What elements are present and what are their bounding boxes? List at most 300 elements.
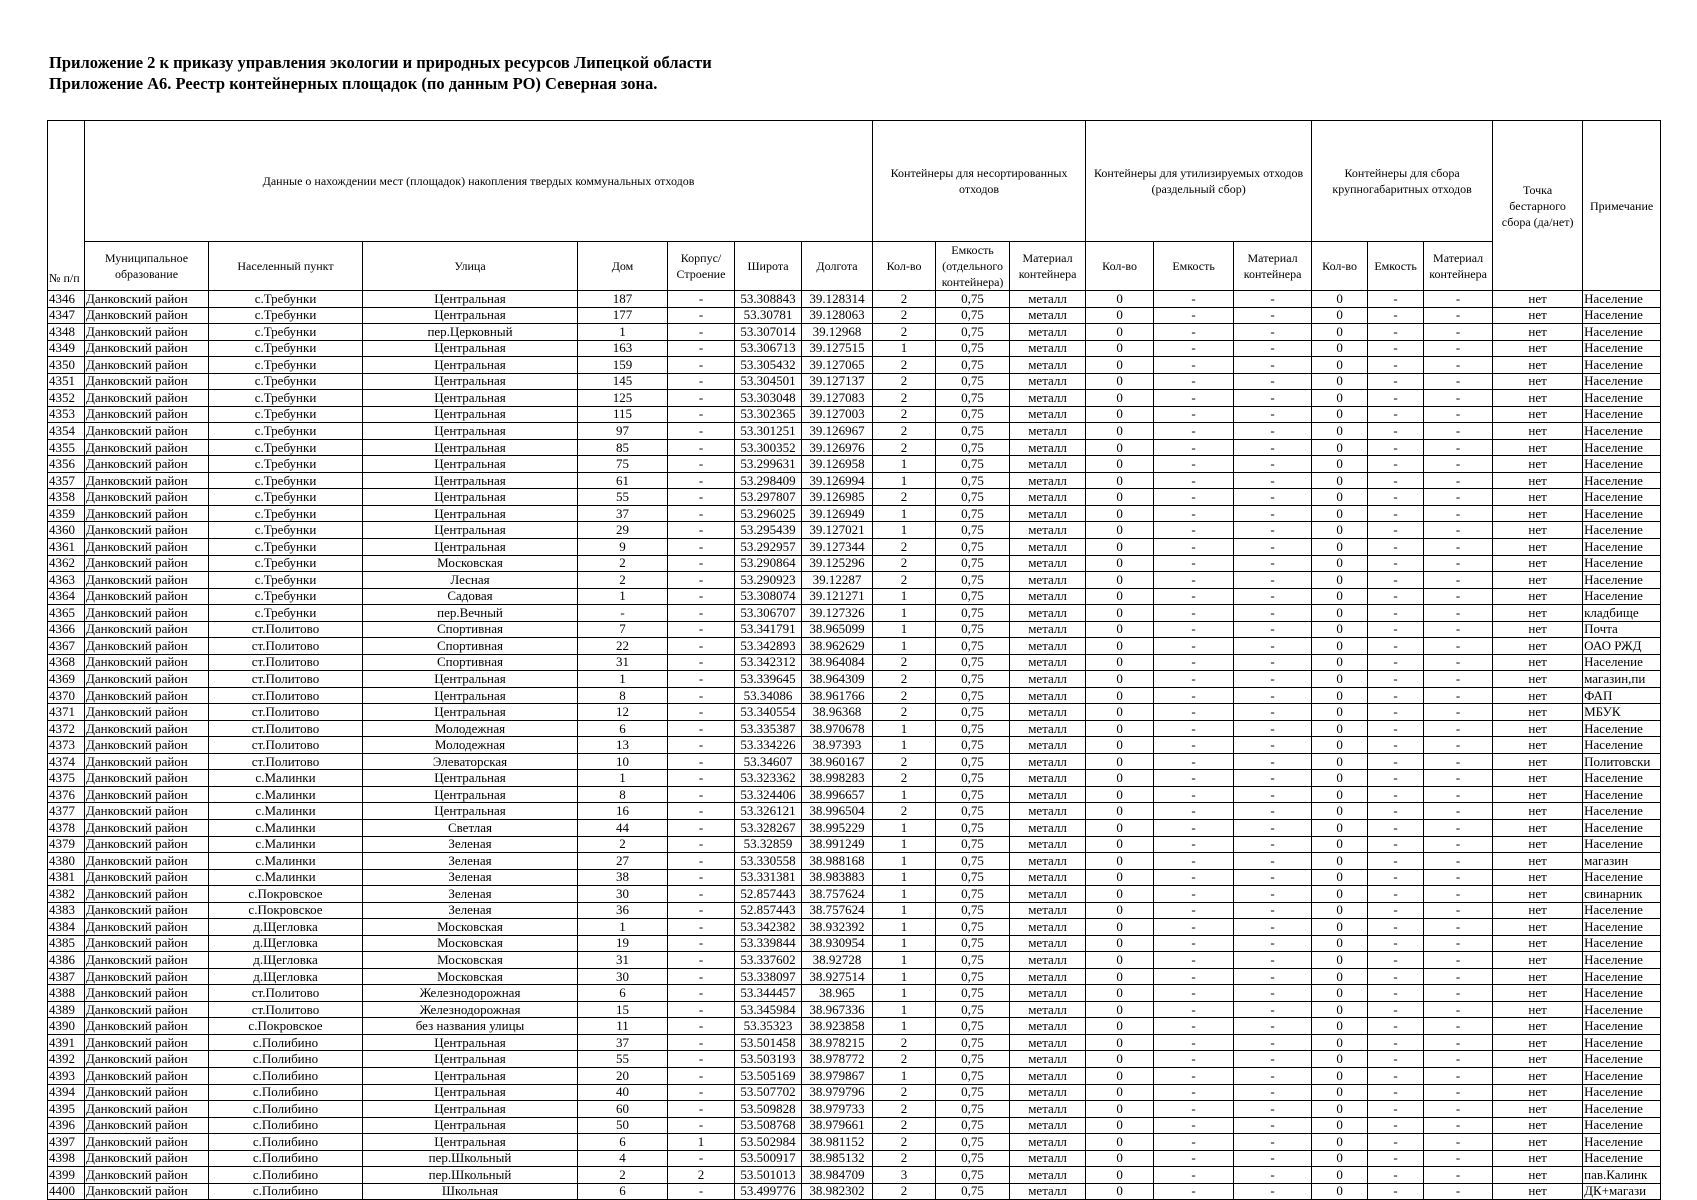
house-cell: 187 <box>578 291 668 308</box>
unsorted-material-cell: металл <box>1010 307 1086 324</box>
recycle-count-cell: 0 <box>1086 935 1154 952</box>
settlement-cell: с.Малинки <box>209 770 363 787</box>
street-cell: Молодежная <box>363 737 578 754</box>
row-num: 4382 <box>48 886 85 903</box>
row-num: 4379 <box>48 836 85 853</box>
unsorted-material-cell: металл <box>1010 340 1086 357</box>
bulky-capacity-cell: - <box>1368 357 1424 374</box>
building-cell: - <box>668 538 735 555</box>
tarless-cell: нет <box>1493 820 1583 837</box>
unsorted-capacity-cell: 0,75 <box>936 1001 1010 1018</box>
house-cell: 2 <box>578 555 668 572</box>
settlement-cell: с.Малинки <box>209 786 363 803</box>
building-cell: - <box>668 472 735 489</box>
unsorted-capacity-cell: 0,75 <box>936 390 1010 407</box>
note-cell: Население <box>1583 390 1661 407</box>
unsorted-count-cell: 2 <box>873 406 936 423</box>
tarless-cell: нет <box>1493 968 1583 985</box>
street-cell: Молодежная <box>363 720 578 737</box>
unsorted-material-cell: металл <box>1010 919 1086 936</box>
lat-cell: 53.306713 <box>735 340 802 357</box>
tarless-cell: нет <box>1493 935 1583 952</box>
lat-cell: 53.290923 <box>735 572 802 589</box>
settlement-cell: ст.Политово <box>209 638 363 655</box>
note-cell: ФАП <box>1583 687 1661 704</box>
bulky-count-cell: 0 <box>1312 919 1368 936</box>
note-header: Примечание <box>1583 121 1661 291</box>
table-row <box>48 1018 1661 1035</box>
lon-cell: 38.970678 <box>802 720 873 737</box>
lon-cell: 38.927514 <box>802 968 873 985</box>
house-cell: 8 <box>578 786 668 803</box>
recycle-material-cell: - <box>1234 687 1312 704</box>
lon-cell: 38.979661 <box>802 1117 873 1134</box>
unsorted-count-cell: 2 <box>873 687 936 704</box>
recycle-capacity-cell: - <box>1154 935 1234 952</box>
recycle-material-cell: - <box>1234 621 1312 638</box>
unsorted-capacity-cell: 0,75 <box>936 753 1010 770</box>
row-num: 4353 <box>48 406 85 423</box>
table-row <box>48 406 1661 423</box>
row-num: 4358 <box>48 489 85 506</box>
building-cell: - <box>668 836 735 853</box>
recycle-material-cell: - <box>1234 423 1312 440</box>
house-cell: 30 <box>578 886 668 903</box>
table-row <box>48 704 1661 721</box>
unsorted-capacity-cell: 0,75 <box>936 324 1010 341</box>
unsorted-material-cell: металл <box>1010 902 1086 919</box>
street-header: Улица <box>363 242 578 291</box>
bulky-capacity-cell: - <box>1368 869 1424 886</box>
note-cell: Население <box>1583 555 1661 572</box>
lon-cell: 39.126976 <box>802 439 873 456</box>
bulky-count-cell: 0 <box>1312 456 1368 473</box>
lon-cell: 38.757624 <box>802 886 873 903</box>
bulky-material-cell: - <box>1424 985 1493 1002</box>
settlement-cell: с.Полибино <box>209 1183 363 1200</box>
note-cell: Население <box>1583 1067 1661 1084</box>
bulky-material-cell: - <box>1424 439 1493 456</box>
note-cell: Население <box>1583 456 1661 473</box>
recycle-material-cell: - <box>1234 324 1312 341</box>
row-num: 4367 <box>48 638 85 655</box>
lon-cell: 39.127083 <box>802 390 873 407</box>
unsorted-material-cell: металл <box>1010 373 1086 390</box>
bulky-count-cell: 0 <box>1312 952 1368 969</box>
unsorted-count-cell: 2 <box>873 1183 936 1200</box>
table-row <box>48 1183 1661 1200</box>
tarless-cell: нет <box>1493 505 1583 522</box>
row-num: 4380 <box>48 853 85 870</box>
bulky-capacity-cell: - <box>1368 1183 1424 1200</box>
recycle-count-cell: 0 <box>1086 737 1154 754</box>
settlement-cell: с.Требунки <box>209 390 363 407</box>
bulky-count-cell: 0 <box>1312 753 1368 770</box>
lon-cell: 38.996657 <box>802 786 873 803</box>
lat-cell: 53.304501 <box>735 373 802 390</box>
unsorted-material-cell: металл <box>1010 1051 1086 1068</box>
bulky-capacity-cell: - <box>1368 588 1424 605</box>
unsorted-material-cell: металл <box>1010 456 1086 473</box>
settlement-cell: с.Требунки <box>209 340 363 357</box>
lon-cell: 38.985132 <box>802 1150 873 1167</box>
lat-cell: 53.340554 <box>735 704 802 721</box>
unsorted-count-cell: 2 <box>873 1150 936 1167</box>
bulky-material-cell: - <box>1424 737 1493 754</box>
recycle-count-cell: 0 <box>1086 588 1154 605</box>
lon-cell: 39.125296 <box>802 555 873 572</box>
unsorted-capacity-cell: 0,75 <box>936 588 1010 605</box>
municipality-cell: Данковский район <box>85 1134 209 1151</box>
row-num: 4387 <box>48 968 85 985</box>
unsorted-capacity-cell: 0,75 <box>936 489 1010 506</box>
unsorted-capacity-cell: 0,75 <box>936 1150 1010 1167</box>
settlement-cell: с.Требунки <box>209 472 363 489</box>
recycle-material-cell: - <box>1234 1167 1312 1184</box>
recycle-capacity-cell: - <box>1154 720 1234 737</box>
municipality-cell: Данковский район <box>85 886 209 903</box>
lon-cell: 38.995229 <box>802 820 873 837</box>
unsorted-capacity-cell: 0,75 <box>936 820 1010 837</box>
recycle-count-cell: 0 <box>1086 605 1154 622</box>
house-cell: 40 <box>578 1084 668 1101</box>
bulky-capacity-cell: - <box>1368 853 1424 870</box>
house-cell: 6 <box>578 720 668 737</box>
recycle-capacity-cell: - <box>1154 886 1234 903</box>
recycle-material-cell: - <box>1234 588 1312 605</box>
table-row <box>48 1051 1661 1068</box>
recycle-material-cell: - <box>1234 1084 1312 1101</box>
recycle-count-cell: 0 <box>1086 919 1154 936</box>
recycle-material-cell: - <box>1234 935 1312 952</box>
settlement-cell: ст.Политово <box>209 621 363 638</box>
unsorted-material-cell: металл <box>1010 753 1086 770</box>
bulky-material-cell: - <box>1424 489 1493 506</box>
unsorted-capacity-cell: 0,75 <box>936 836 1010 853</box>
unsorted-count-cell: 1 <box>873 886 936 903</box>
bulky-count-cell: 0 <box>1312 1001 1368 1018</box>
unsorted-count-cell: 2 <box>873 770 936 787</box>
house-cell: 38 <box>578 869 668 886</box>
recycle-capacity-cell: - <box>1154 1051 1234 1068</box>
bulky-capacity-cell: - <box>1368 1018 1424 1035</box>
settlement-cell: ст.Политово <box>209 1001 363 1018</box>
unsorted-capacity-cell: 0,75 <box>936 505 1010 522</box>
row-num: 4397 <box>48 1134 85 1151</box>
note-cell: Население <box>1583 803 1661 820</box>
recycle-material-cell: - <box>1234 505 1312 522</box>
municipality-cell: Данковский район <box>85 1051 209 1068</box>
recycle-material-cell: - <box>1234 1134 1312 1151</box>
recycle-capacity-cell: - <box>1154 324 1234 341</box>
street-cell: Центральная <box>363 291 578 308</box>
recycle-count-cell: 0 <box>1086 291 1154 308</box>
unsorted-capacity-cell: 0,75 <box>936 373 1010 390</box>
tarless-cell: нет <box>1493 1018 1583 1035</box>
row-num: 4348 <box>48 324 85 341</box>
bulky-count-cell: 0 <box>1312 820 1368 837</box>
tarless-cell: нет <box>1493 1051 1583 1068</box>
row-num: 4369 <box>48 671 85 688</box>
recycle-capacity-cell: - <box>1154 919 1234 936</box>
tarless-cell: нет <box>1493 439 1583 456</box>
lat-cell: 53.331381 <box>735 869 802 886</box>
house-cell: 55 <box>578 1051 668 1068</box>
tarless-cell: нет <box>1493 654 1583 671</box>
recycle-material-cell: - <box>1234 803 1312 820</box>
row-num: 4350 <box>48 357 85 374</box>
street-cell: Центральная <box>363 538 578 555</box>
bulky-count-cell: 0 <box>1312 1018 1368 1035</box>
recycle-material-cell: - <box>1234 555 1312 572</box>
lat-cell: 53.34086 <box>735 687 802 704</box>
unsorted-capacity-cell: 0,75 <box>936 687 1010 704</box>
settlement-cell: с.Полибино <box>209 1167 363 1184</box>
bulky-count-cell: 0 <box>1312 638 1368 655</box>
house-cell: 85 <box>578 439 668 456</box>
street-cell: Центральная <box>363 505 578 522</box>
unsorted-capacity-cell: 0,75 <box>936 522 1010 539</box>
bulky-count-cell: 0 <box>1312 588 1368 605</box>
municipality-cell: Данковский район <box>85 555 209 572</box>
unsorted-count-cell: 2 <box>873 357 936 374</box>
building-cell: - <box>668 1001 735 1018</box>
bulky-material-cell: - <box>1424 1051 1493 1068</box>
house-cell: 55 <box>578 489 668 506</box>
building-cell: - <box>668 886 735 903</box>
unsorted-material-cell: металл <box>1010 423 1086 440</box>
recycle-count-cell: 0 <box>1086 753 1154 770</box>
recycle-capacity-cell: - <box>1154 472 1234 489</box>
bulky-material-cell: - <box>1424 935 1493 952</box>
street-cell: Центральная <box>363 1067 578 1084</box>
row-num: 4364 <box>48 588 85 605</box>
table-row <box>48 1101 1661 1118</box>
unsorted-count-cell: 1 <box>873 935 936 952</box>
row-num: 4365 <box>48 605 85 622</box>
row-num: 4393 <box>48 1067 85 1084</box>
lat-cell: 53.299631 <box>735 456 802 473</box>
street-cell: без названия улицы <box>363 1018 578 1035</box>
building-cell: - <box>668 820 735 837</box>
street-cell: Московская <box>363 952 578 969</box>
lon-cell: 38.979796 <box>802 1084 873 1101</box>
tarless-cell: нет <box>1493 456 1583 473</box>
recycle-count-cell: 0 <box>1086 985 1154 1002</box>
unsorted-count-cell: 2 <box>873 324 936 341</box>
note-cell: Население <box>1583 291 1661 308</box>
street-cell: Московская <box>363 935 578 952</box>
unsorted-material-cell: металл <box>1010 869 1086 886</box>
unsorted-capacity-cell: 0,75 <box>936 1117 1010 1134</box>
lat-cell: 53.297807 <box>735 489 802 506</box>
building-header: Корпус/ Строение <box>668 242 735 291</box>
recycle-count-cell: 0 <box>1086 1117 1154 1134</box>
municipality-cell: Данковский район <box>85 324 209 341</box>
tarless-cell: нет <box>1493 638 1583 655</box>
tarless-cell: нет <box>1493 919 1583 936</box>
bulky-material-cell: - <box>1424 1167 1493 1184</box>
recycle-material-cell: - <box>1234 1001 1312 1018</box>
bulky-count-cell: 0 <box>1312 968 1368 985</box>
street-cell: Центральная <box>363 423 578 440</box>
house-header: Дом <box>578 242 668 291</box>
building-cell: - <box>668 439 735 456</box>
settlement-cell: д.Щегловка <box>209 952 363 969</box>
bulky-material-cell: - <box>1424 1018 1493 1035</box>
building-cell: - <box>668 588 735 605</box>
bulky-capacity-cell: - <box>1368 1034 1424 1051</box>
settlement-cell: ст.Политово <box>209 753 363 770</box>
house-cell: 27 <box>578 853 668 870</box>
lon-cell: 38.962629 <box>802 638 873 655</box>
recycle-count-cell: 0 <box>1086 820 1154 837</box>
table-row <box>48 836 1661 853</box>
lat-header: Широта <box>735 242 802 291</box>
building-cell: - <box>668 720 735 737</box>
bulky-count-cell: 0 <box>1312 307 1368 324</box>
municipality-cell: Данковский район <box>85 720 209 737</box>
tarless-cell: нет <box>1493 737 1583 754</box>
bulky-capacity-cell: - <box>1368 836 1424 853</box>
table-row <box>48 1084 1661 1101</box>
bulky-count-cell: 0 <box>1312 704 1368 721</box>
note-cell: Население <box>1583 737 1661 754</box>
tarless-cell: нет <box>1493 720 1583 737</box>
tarless-cell: нет <box>1493 687 1583 704</box>
bulky-capacity-cell: - <box>1368 1084 1424 1101</box>
bulky-material-cell: - <box>1424 803 1493 820</box>
lat-cell: 53.344457 <box>735 985 802 1002</box>
street-cell: пер.Школьный <box>363 1150 578 1167</box>
bulky-capacity-cell: - <box>1368 522 1424 539</box>
lon-cell: 38.978772 <box>802 1051 873 1068</box>
recycle-material-cell: - <box>1234 1067 1312 1084</box>
lat-cell: 53.339645 <box>735 671 802 688</box>
recycle-material-cell: - <box>1234 1101 1312 1118</box>
unsorted-material-cell: металл <box>1010 1034 1086 1051</box>
settlement-cell: с.Покровское <box>209 902 363 919</box>
lon-cell: 38.961766 <box>802 687 873 704</box>
unsorted-count-cell: 1 <box>873 737 936 754</box>
row-num: 4354 <box>48 423 85 440</box>
house-cell: 115 <box>578 406 668 423</box>
row-num: 4378 <box>48 820 85 837</box>
bulky-material-cell: - <box>1424 786 1493 803</box>
unsorted-material-cell: металл <box>1010 291 1086 308</box>
settlement-cell: ст.Политово <box>209 704 363 721</box>
table-body <box>48 291 1661 1200</box>
bulky-count-cell: 0 <box>1312 786 1368 803</box>
street-cell: Центральная <box>363 439 578 456</box>
tarless-cell: нет <box>1493 489 1583 506</box>
bulky-count-cell: 0 <box>1312 985 1368 1002</box>
bulky-material-cell: - <box>1424 340 1493 357</box>
building-cell: - <box>668 654 735 671</box>
recycle-capacity-cell: - <box>1154 1001 1234 1018</box>
street-cell: Центральная <box>363 1034 578 1051</box>
building-cell: - <box>668 985 735 1002</box>
bulky-capacity-cell: - <box>1368 423 1424 440</box>
unsorted-count-cell: 2 <box>873 704 936 721</box>
settlement-cell: с.Требунки <box>209 357 363 374</box>
building-cell: - <box>668 687 735 704</box>
unsorted-material-cell: металл <box>1010 555 1086 572</box>
unsorted-capacity-cell: 0,75 <box>936 638 1010 655</box>
recycle-capacity-cell: - <box>1154 654 1234 671</box>
note-cell: Политовски <box>1583 753 1661 770</box>
settlement-cell: ст.Политово <box>209 671 363 688</box>
building-cell: 2 <box>668 1167 735 1184</box>
municipality-cell: Данковский район <box>85 1167 209 1184</box>
bulky-count-cell: 0 <box>1312 423 1368 440</box>
street-cell: Центральная <box>363 1101 578 1118</box>
bulky-count-cell: 0 <box>1312 324 1368 341</box>
recycle-count-cell: 0 <box>1086 1051 1154 1068</box>
recycle-material-cell: - <box>1234 638 1312 655</box>
settlement-cell: с.Полибино <box>209 1117 363 1134</box>
row-num: 4396 <box>48 1117 85 1134</box>
lat-cell: 52.857443 <box>735 902 802 919</box>
lon-cell: 39.127065 <box>802 357 873 374</box>
lon-cell: 38.97393 <box>802 737 873 754</box>
settlement-cell: с.Малинки <box>209 869 363 886</box>
recycle-capacity-cell: - <box>1154 588 1234 605</box>
bulky-capacity-cell: - <box>1368 1134 1424 1151</box>
bulky-material-cell: - <box>1424 472 1493 489</box>
row-num: 4399 <box>48 1167 85 1184</box>
tarless-cell: нет <box>1493 373 1583 390</box>
recycle-material-cell: - <box>1234 1034 1312 1051</box>
bulky-capacity-cell: - <box>1368 753 1424 770</box>
row-num: 4385 <box>48 935 85 952</box>
settlement-cell: с.Малинки <box>209 836 363 853</box>
lat-cell: 53.338097 <box>735 968 802 985</box>
bulky-material-cell: - <box>1424 456 1493 473</box>
street-cell: Центральная <box>363 1134 578 1151</box>
note-cell: Население <box>1583 1101 1661 1118</box>
recycle-material-cell: - <box>1234 869 1312 886</box>
recycle-count-cell: 0 <box>1086 704 1154 721</box>
unsorted-capacity-cell: 0,75 <box>936 671 1010 688</box>
tarless-cell: нет <box>1493 605 1583 622</box>
recycle-material-cell: - <box>1234 1117 1312 1134</box>
table-row <box>48 489 1661 506</box>
unsorted-count-cell: 2 <box>873 753 936 770</box>
recycle-count-cell: 0 <box>1086 1084 1154 1101</box>
unsorted-material-cell: металл <box>1010 1067 1086 1084</box>
municipality-cell: Данковский район <box>85 406 209 423</box>
lat-cell: 53.502984 <box>735 1134 802 1151</box>
house-cell: 15 <box>578 1001 668 1018</box>
lon-cell: 39.126994 <box>802 472 873 489</box>
unsorted-material-cell: металл <box>1010 720 1086 737</box>
unsorted-count-cell: 1 <box>873 720 936 737</box>
recycle-material-cell: - <box>1234 820 1312 837</box>
tarless-cell: нет <box>1493 340 1583 357</box>
unsorted-material-cell: металл <box>1010 572 1086 589</box>
tarless-cell: нет <box>1493 1101 1583 1118</box>
recycle-count-cell: 0 <box>1086 522 1154 539</box>
recycle-capacity-cell: - <box>1154 1167 1234 1184</box>
recycle-capacity-cell: - <box>1154 291 1234 308</box>
house-cell: 19 <box>578 935 668 952</box>
table-row <box>48 886 1661 903</box>
lat-cell: 53.307014 <box>735 324 802 341</box>
lat-cell: 53.290864 <box>735 555 802 572</box>
bulky-capacity-cell: - <box>1368 886 1424 903</box>
lon-cell: 38.988168 <box>802 853 873 870</box>
